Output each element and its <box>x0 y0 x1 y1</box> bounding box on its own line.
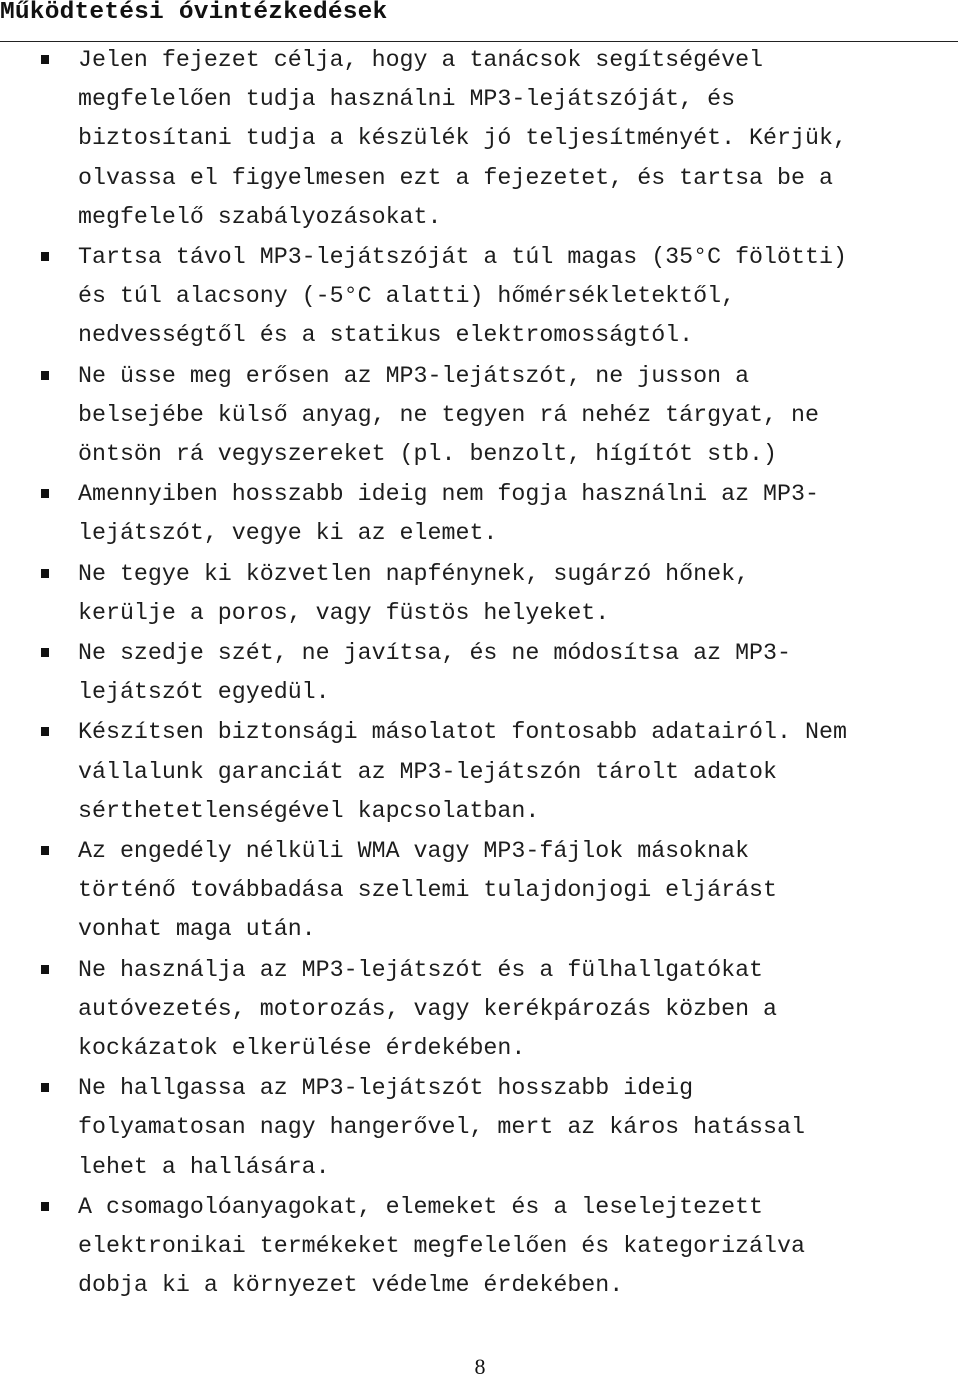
list-item-text: A csomagolóanyagokat, elemeket és a leselejtezett elektronikai termékeket megfelelően és kategorizálva dobja ki a környezet védelme érdekében. <box>78 1193 805 1299</box>
square-bullet-icon <box>41 846 49 855</box>
list-item <box>0 634 960 712</box>
list-item <box>0 41 960 237</box>
list-item-text: Ne üsse meg erősen az MP3-lejátszót, ne jusson a belsejébe külső anyag, ne tegyen rá nehéz tárgyat, ne öntsön rá vegyszereket (pl. benzolt, hígítót stb.) <box>78 362 819 468</box>
list-item <box>0 555 960 633</box>
page-number: 8 <box>474 1354 486 1379</box>
list-item <box>0 951 960 1069</box>
list-item-text: Ne hallgassa az MP3-lejátszót hosszabb ideig folyamatosan nagy hangerővel, mert az káros hatással lehet a hallására. <box>78 1075 805 1180</box>
list-item-text: Jelen fejezet célja, hogy a tanácsok segítségével megfelelően tudja használni MP3-lejátszóját, és biztosítani tudja a készülék jó teljesítményét. Kérjük, olvassa el figyelmesen ezt a fejezetet, és tartsa be a megfelelő szabályozásokat. <box>78 47 847 230</box>
list-item <box>0 713 960 831</box>
list-item-text: Az engedély nélküli WMA vagy MP3-fájlok másoknak történő továbbadása szellemi tulajdonjogi eljárást vonhat maga után. <box>78 838 778 943</box>
square-bullet-icon <box>41 1202 49 1211</box>
list-item-text: Ne használja az MP3-lejátszót és a fülhallgatókat autóvezetés, motorozás, vagy kerékpározás közben a kockázatok elkerülése érdekében. <box>78 956 778 1062</box>
square-bullet-icon <box>41 965 49 974</box>
list-item-text: Tartsa távol MP3-lejátszóját a túl magas (35°C fölötti) és túl alacsony (-5°C alatti) hőmérsékletektől, nedvességtől és a statikus elektromosságtól. <box>78 244 847 349</box>
square-bullet-icon <box>41 569 49 578</box>
list-item <box>0 238 960 356</box>
list-item-text: Amennyiben hosszabb ideig nem fogja használni az MP3- lejátszót, vegye ki az elemet. <box>78 481 819 547</box>
square-bullet-icon <box>41 252 49 261</box>
section-title: Működtetési óvintézkedések <box>0 0 388 26</box>
square-bullet-icon <box>41 55 49 64</box>
list-item <box>0 475 960 553</box>
precautions-list <box>0 41 960 1307</box>
square-bullet-icon <box>41 371 49 380</box>
list-item-text: Készítsen biztonsági másolatot fontosabb adatairól. Nem vállalunk garanciát az MP3-lejátszón tárolt adatok sérthetetlenségével kapcsolatban. <box>78 719 847 824</box>
square-bullet-icon <box>41 648 49 657</box>
square-bullet-icon <box>41 489 49 498</box>
list-item <box>0 1069 960 1187</box>
list-item <box>0 832 960 950</box>
square-bullet-icon <box>41 727 49 736</box>
square-bullet-icon <box>41 1083 49 1092</box>
list-item-text: Ne szedje szét, ne javítsa, és ne módosítsa az MP3- lejátszót egyedül. <box>78 640 792 706</box>
list-item <box>0 357 960 475</box>
list-item <box>0 1188 960 1306</box>
list-item-text: Ne tegye ki közvetlen napfénynek, sugárzó hőnek, kerülje a poros, vagy füstös helyeket. <box>78 560 750 626</box>
